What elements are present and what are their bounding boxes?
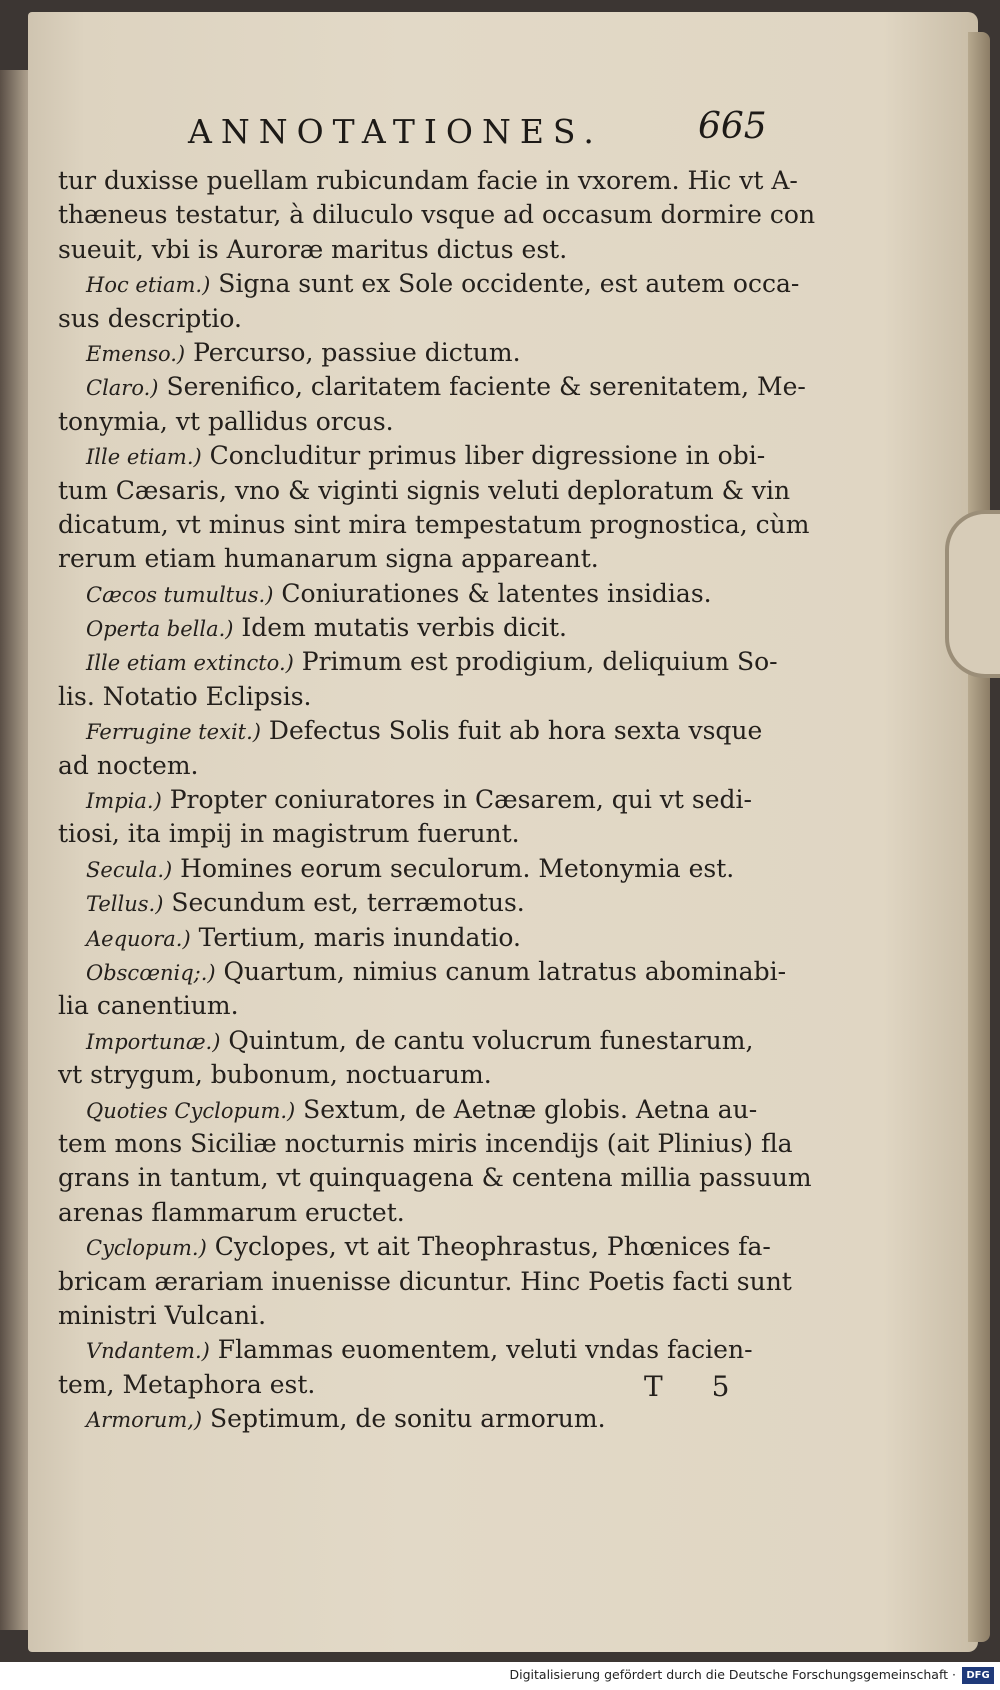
line-text: ministri Vulcani. — [58, 1300, 267, 1330]
text-line — [58, 1127, 798, 1161]
text-line — [58, 921, 798, 955]
line-text: sus descriptio. — [58, 303, 242, 333]
line-text: tiosi, ita impij in magistrum fuerunt. — [58, 819, 520, 849]
line-text: sueuit, vbi is Auroræ maritus dictus est. — [58, 234, 568, 264]
text-line — [58, 302, 798, 336]
line-text: Coniurationes & latentes insidias. — [273, 578, 712, 608]
line-text: Cyclopes, vt ait Theophrastus, Phœnices fa- — [206, 1232, 771, 1262]
line-text: dicatum, vt minus sint mira tempestatum prognostica, cùm — [58, 509, 810, 539]
text-line — [58, 267, 798, 301]
text-line — [58, 1196, 798, 1230]
line-text: Signa sunt ex Sole occidente, est autem occa- — [210, 269, 800, 299]
text-line — [58, 852, 798, 886]
text-line — [58, 1402, 798, 1436]
text-line — [58, 1161, 812, 1195]
text-line — [58, 1024, 798, 1058]
lemma: Obscœniq;.) — [86, 960, 216, 985]
line-text: Quintum, de cantu volucrum funestarum, — [220, 1025, 754, 1055]
lemma: Emenso.) — [86, 341, 186, 366]
line-text: Quartum, nimius canum latratus abominabi- — [215, 956, 787, 986]
line-text: Percurso, passiue dictum. — [185, 337, 521, 367]
signature-mark: T 5 — [644, 1370, 750, 1403]
text-line — [58, 714, 798, 748]
text-line — [58, 1230, 798, 1264]
line-text: Homines eorum seculorum. Metonymia est. — [172, 853, 735, 883]
lemma: Cæcos tumultus.) — [86, 582, 274, 607]
text-line — [58, 577, 798, 611]
text-line — [58, 645, 798, 679]
text-line — [58, 336, 798, 370]
text-line — [58, 611, 798, 645]
text-line — [58, 783, 798, 817]
text-line — [58, 439, 798, 473]
text-line — [58, 1265, 798, 1299]
text-line — [58, 955, 798, 989]
text-line — [58, 405, 798, 439]
page-number: 665 — [698, 106, 767, 147]
text-line — [58, 749, 798, 783]
lemma: Vndantem.) — [86, 1339, 210, 1364]
line-text: lis. Notatio Eclipsis. — [58, 681, 312, 711]
funding-credit: Digitalisierung gefördert durch die Deutsche Forschungsgemeinschaft · — [509, 1667, 956, 1682]
text-line — [58, 989, 798, 1023]
annotation-text — [58, 164, 816, 1436]
lemma: Ferrugine texit.) — [86, 720, 261, 745]
lemma: Claro.) — [86, 376, 159, 401]
line-text: Septimum, de sonitu armorum. — [202, 1404, 606, 1434]
line-text: tum Cæsaris, vno & viginti signis veluti deploratum & vin — [58, 475, 791, 505]
running-title: ANNOTATIONES. — [188, 112, 603, 151]
lemma: Impia.) — [86, 789, 162, 814]
lemma: Hoc etiam.) — [86, 273, 211, 298]
lemma: Aequora.) — [86, 926, 191, 951]
text-line — [58, 1093, 798, 1127]
line-text: Serenifico, claritatem faciente & serenitatem, Me- — [158, 372, 806, 402]
text-line — [58, 886, 798, 920]
text-line — [58, 1333, 798, 1367]
text-line — [58, 542, 798, 576]
text-line — [58, 1299, 798, 1333]
line-text: lia canentium. — [58, 991, 239, 1021]
line-text: Flammas euomentem, veluti vndas facien- — [209, 1335, 753, 1365]
lemma: Cyclopum.) — [86, 1236, 207, 1261]
lemma: Secula.) — [86, 857, 173, 882]
line-text: tem mons Siciliæ nocturnis miris incendijs (ait Plinius) fla — [58, 1128, 793, 1158]
line-text: Propter coniuratores in Cæsarem, qui vt sedi- — [161, 785, 752, 815]
text-line — [58, 198, 816, 232]
text-line — [58, 233, 798, 267]
book-clasp — [945, 510, 1000, 678]
lemma: Armorum,) — [86, 1408, 203, 1433]
lemma: Ille etiam extincto.) — [86, 651, 294, 676]
text-line — [58, 164, 798, 198]
text-line — [58, 1058, 798, 1092]
lemma: Importunæ.) — [86, 1029, 221, 1054]
page-fore-edge — [968, 32, 990, 1642]
line-text: arenas flammarum eructet. — [58, 1197, 405, 1227]
line-text: Secundum est, terræmotus. — [163, 888, 525, 918]
line-text: Sextum, de Aetnæ globis. Aetna au- — [295, 1094, 758, 1124]
line-text: Idem mutatis verbis dicit. — [233, 613, 567, 643]
line-text: grans in tantum, vt quinquagena & centena millia passuum — [58, 1163, 812, 1193]
footer-bar — [0, 1662, 1000, 1690]
line-text: tem, Metaphora est. — [58, 1369, 316, 1399]
line-text: Defectus Solis fuit ab hora sexta vsque — [260, 716, 763, 746]
text-line — [58, 370, 806, 404]
line-text: tur duxisse puellam rubicundam facie in vxorem. Hic vt A- — [58, 166, 798, 195]
line-text: tonymia, vt pallidus orcus. — [58, 406, 394, 436]
lemma: Ille etiam.) — [86, 445, 202, 470]
line-text: rerum etiam humanarum signa appareant. — [58, 544, 599, 574]
text-line — [58, 680, 798, 714]
lemma: Quoties Cyclopum.) — [86, 1098, 296, 1123]
dfg-logo: DFG — [962, 1667, 994, 1684]
page-header — [28, 106, 978, 162]
line-text: Primum est prodigium, deliquium So- — [293, 647, 778, 677]
lemma: Operta bella.) — [86, 617, 234, 642]
book-page — [28, 12, 978, 1652]
line-text: Concluditur primus liber digressione in obi- — [201, 441, 766, 471]
line-text: vt strygum, bubonum, noctuarum. — [58, 1060, 492, 1090]
text-line — [58, 508, 810, 542]
line-text: bricam ærariam inuenisse dicuntur. Hinc Poetis facti sunt — [58, 1266, 792, 1296]
line-text: thæneus testatur, à diluculo vsque ad occasum dormire con — [58, 200, 816, 230]
lemma: Tellus.) — [86, 892, 164, 917]
text-line — [58, 817, 798, 851]
text-line — [58, 474, 798, 508]
line-text: Tertium, maris inundatio. — [190, 922, 521, 952]
line-text: ad noctem. — [58, 750, 199, 780]
